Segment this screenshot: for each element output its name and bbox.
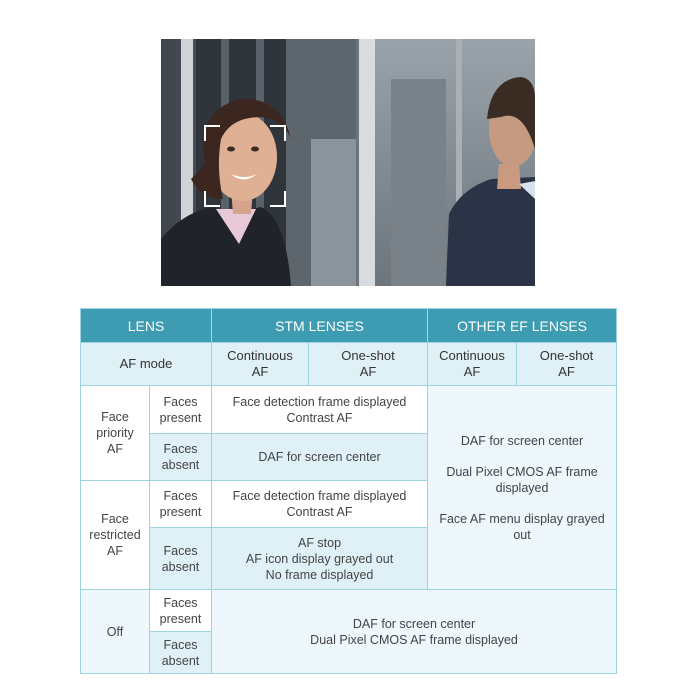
faces-absent-label: Faces absent (150, 632, 212, 674)
stm-oneshot-af: One-shot AF (309, 343, 428, 386)
off-mode-cell: DAF for screen center Dual Pixel CMOS AF frame displayed (212, 590, 617, 674)
face-detection-frame (204, 125, 286, 207)
other-oneshot-af: One-shot AF (517, 343, 617, 386)
face-restricted-absent-cell: AF stop AF icon display grayed out No frame displayed (212, 528, 428, 590)
face-restricted-af-label: Face restricted AF (81, 481, 150, 590)
face-restricted-present-cell: Face detection frame displayed Contrast AF (212, 481, 428, 528)
face-priority-absent-cell: DAF for screen center (212, 434, 428, 481)
table-row (81, 386, 617, 434)
header-lens: LENS (81, 309, 212, 343)
stm-continuous-af: Continuous AF (212, 343, 309, 386)
other-continuous-af: Continuous AF (428, 343, 517, 386)
faces-absent-label: Faces absent (150, 528, 212, 590)
face-priority-af-label: Face priority AF (81, 386, 150, 481)
sample-photo (161, 39, 535, 286)
off-label: Off (81, 590, 150, 674)
faces-present-label: Faces present (150, 386, 212, 434)
other-ef-lenses-cell: DAF for screen center Dual Pixel CMOS AF frame displayed Face AF menu display grayed out (428, 386, 617, 590)
table-subheader-row (81, 343, 617, 386)
faces-present-label: Faces present (150, 481, 212, 528)
header-stm-lenses: STM LENSES (212, 309, 428, 343)
table-header-row (81, 309, 617, 343)
faces-absent-label: Faces absent (150, 434, 212, 481)
faces-present-label: Faces present (150, 590, 212, 632)
af-mode-label: AF mode (81, 343, 212, 386)
af-mode-table (80, 308, 617, 674)
header-other-ef-lenses: OTHER EF LENSES (428, 309, 617, 343)
face-priority-present-cell: Face detection frame displayed Contrast AF (212, 386, 428, 434)
table-row (81, 590, 617, 632)
